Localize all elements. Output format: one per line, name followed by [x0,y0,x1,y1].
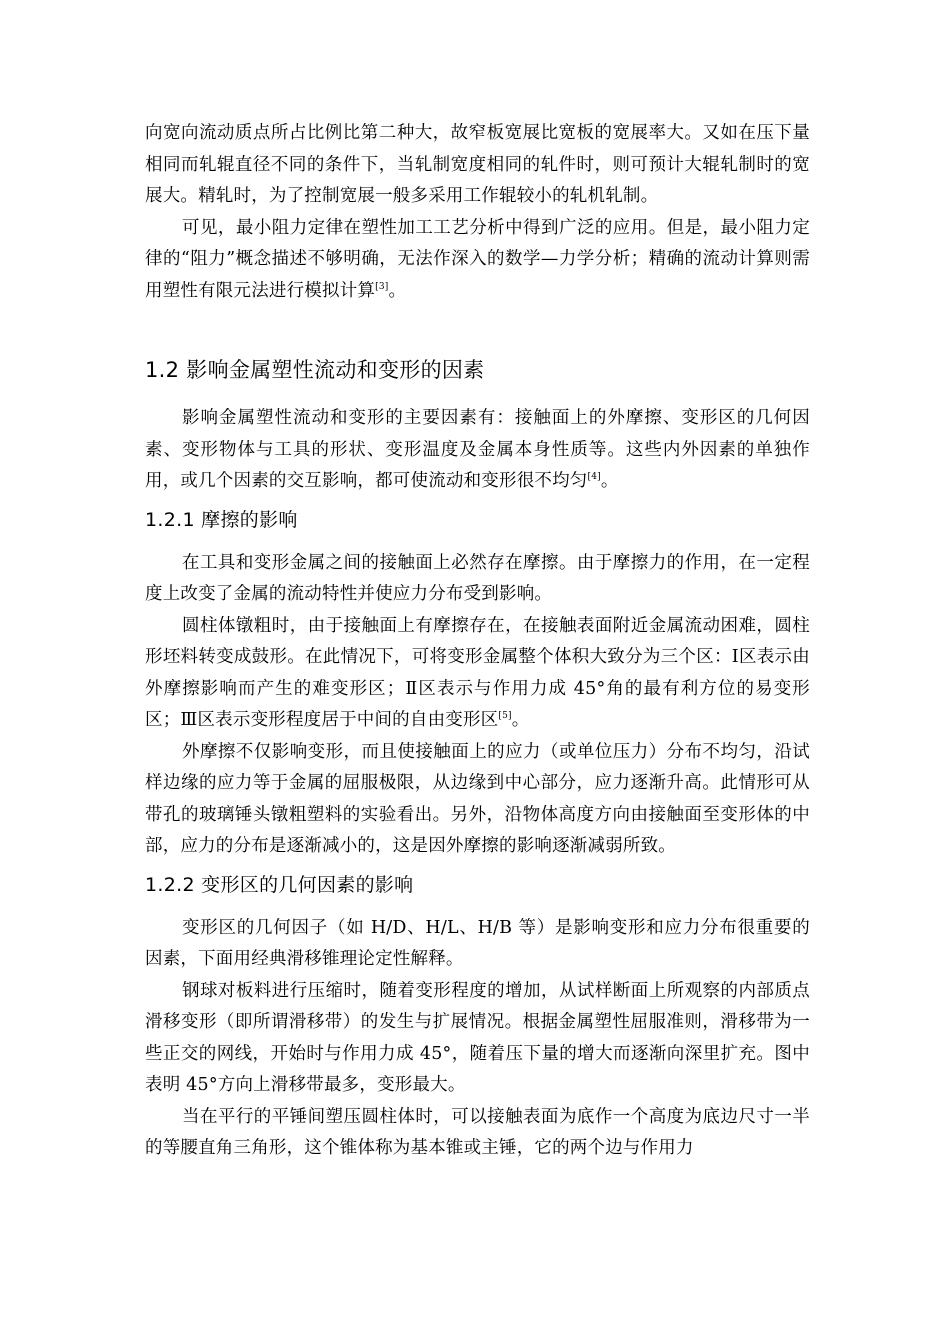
friction-paragraph-2-end: 。 [511,710,530,730]
geometry-paragraph-2: 钢球对板料进行压缩时，随着变形程度的增加，从试样断面上所观察的内部质点滑移变形（即所谓滑移带）的发生与扩展情况。根据金属塑性屈服准则，滑移带为一些正交的网线，开始时与作用力成 45°，随着压下量的增大而逐渐向深里扩充。图中表明 45°方向上滑移带最多，变形最大。 [145,980,810,1095]
geometry-paragraph-3: 当在平行的平锤间塑压圆柱体时，可以接触表面为底作一个高度为底边尺寸一半的等腰直角三角形，这个锥体称为基本锥或主锤，它的两个边与作用力 [145,1106,810,1158]
intro-paragraph-1: 向宽向流动质点所占比例比第二种大，故窄板宽展比宽板的宽展率大。又如在压下量相同而轧辊直径不同的条件下，当轧制宽度相同的轧件时，则可预计大辊轧制时的宽展大。精轧时，为了控制宽展一般多采用工作辊较小的轧机轧制。 [145,123,810,206]
section-1-2-intro-end: 。 [600,471,619,491]
friction-paragraph-2-text: 圆柱体镦粗时，由于接触面上有摩擦存在，在接触表面附近金属流动困难，圆柱形坯料转变成鼓形。在此情况下，可将变形金属整个体积大致分为三个区：Ⅰ区表示由外摩擦影响而产生的难变形区；Ⅱ区表示与作用力成 45°角的最有利方位的易变形区；Ⅲ区表示变形程度居于中间的自由变形区 [145,615,810,730]
section-heading-1-2: 1.2 影响金属塑性流动和变形的因素 [145,358,485,382]
section-heading-1-2-1: 1.2.1 摩擦的影响 [145,508,298,531]
friction-paragraph-1: 在工具和变形金属之间的接触面上必然存在摩擦。由于摩擦力的作用，在一定程度上改变了金属的流动特性并使应力分布受到影响。 [145,552,810,604]
section-1-2-intro-paragraph [145,403,810,498]
friction-paragraph-3: 外摩擦不仅影响变形，而且使接触面上的应力（或单位压力）分布不均匀，沿试样边缘的应力等于金属的屈服极限，从边缘到中心部分，应力逐渐升高。此情形可从带孔的玻璃锤头镦粗塑料的实验看出。另外，沿物体高度方向由接触面至变形体的中部，应力的分布是逐渐减小的，这是因外摩擦的影响逐渐减弱所致。 [145,741,810,856]
intro-paragraph-2 [145,213,810,308]
citation-ref-5[interactable]: [5] [498,711,512,721]
citation-ref-4[interactable]: [4] [587,472,601,482]
section-heading-1-2-2: 1.2.2 变形区的几何因素的影响 [145,873,414,896]
intro-paragraph-2-end: 。 [388,280,407,301]
document-page [145,118,810,1165]
geometry-paragraph-1: 变形区的几何因子（如 H/D、H/L、H/B 等）是影响变形和应力分布很重要的因素，下面用经典滑移锥理论定性解释。 [145,917,810,969]
citation-ref-3[interactable]: [3] [375,281,389,292]
intro-paragraph-2-text: 可见，最小阻力定律在塑性加工工艺分析中得到广泛的应用。但是，最小阻力定律的“阻力”概念描述不够明确，无法作深入的数学—力学分析；精确的流动计算则需用塑性有限元法进行模拟计算 [145,217,810,301]
friction-paragraph-2 [145,611,810,737]
section-1-2-intro-text: 影响金属塑性流动和变形的主要因素有：接触面上的外摩擦、变形区的几何因素、变形物体与工具的形状、变形温度及金属本身性质等。这些内外因素的单独作用，或几个因素的交互影响，都可使流动和变形很不均匀 [145,408,810,491]
